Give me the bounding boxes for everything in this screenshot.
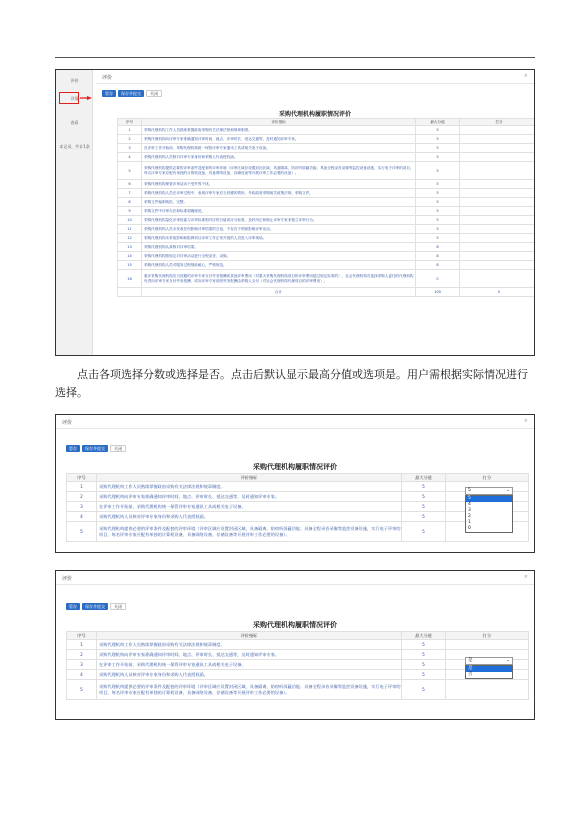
row-max-score: 5 <box>416 153 460 162</box>
row-max-score: 5 <box>402 502 446 512</box>
row-indicator-text: 采购代理机构人员核对评审专家身份和采购人代表授权函。 <box>97 670 402 680</box>
row-max-score: 8 <box>416 261 460 270</box>
screenshot-full-evaluation <box>55 69 535 356</box>
row-indicator-text: 采购代理机构工作人员熟练掌握政府采购有关法律法规和规章制度。 <box>97 640 402 650</box>
row-score-cell[interactable] <box>460 153 536 162</box>
sidebar-item-view[interactable]: 查看 <box>70 120 79 125</box>
table-total-row <box>118 288 536 297</box>
row-number: 4 <box>67 512 97 522</box>
dialog-title: 评价 <box>102 75 113 81</box>
table-row <box>118 243 536 252</box>
sidebar-record-count: 本记录，共计1条 <box>59 144 90 149</box>
row-number: 2 <box>67 650 97 660</box>
row-indicator-text: 采购代理机构人员对服务过程细致耐心，严格规范。 <box>142 261 416 270</box>
row-number: 1 <box>67 640 97 650</box>
close-button[interactable]: 关闭 <box>110 445 126 452</box>
col-header-indicator: 评价指标 <box>97 474 402 482</box>
score-select[interactable] <box>465 487 513 495</box>
save-submit-button[interactable]: 保存并提交 <box>82 603 108 610</box>
table-row <box>67 522 529 542</box>
total-label: 合计 <box>142 288 416 297</box>
row-number: 3 <box>67 502 97 512</box>
row-number: 5 <box>67 522 97 542</box>
col-header-indicator: 评价指标 <box>142 119 416 126</box>
table-row <box>118 144 536 153</box>
close-icon[interactable]: × <box>523 418 528 424</box>
row-indicator-text: 在评审工作开始前，采购代理机构统一保管评审专家通讯工具或相关电子设备。 <box>142 144 416 153</box>
dropdown-option[interactable]: 4 <box>468 502 471 507</box>
dropdown-option[interactable]: 2 <box>468 514 471 519</box>
row-number: 2 <box>67 492 97 502</box>
table-title: 采购代理机构履职情况评价 <box>253 621 337 629</box>
row-indicator-text: 采购代理机构向评审专家准确通知评审时间、地点、评审时长、抵达交通等，及时通知评审专家。 <box>97 492 402 502</box>
page-header-rule <box>55 57 535 58</box>
row-max-score: 5 <box>416 234 460 243</box>
save-submit-button[interactable]: 保存并提交 <box>82 445 108 452</box>
row-number: 1 <box>67 482 97 492</box>
row-number: 7 <box>118 189 142 198</box>
row-max-score: 5 <box>402 660 446 670</box>
table-row <box>118 234 536 243</box>
table-row <box>118 153 536 162</box>
row-number: 15 <box>118 261 142 270</box>
table-row <box>118 126 536 135</box>
row-max-score: 5 <box>416 225 460 234</box>
row-indicator-text: 在评审工作开始前，采购代理机构统一保管评审专家通讯工具或相关电子设备。 <box>97 660 402 670</box>
row-number: 10 <box>118 216 142 225</box>
save-submit-button[interactable]: 保存并提交 <box>118 90 144 97</box>
row-number: 14 <box>118 252 142 261</box>
row-number: 3 <box>118 144 142 153</box>
dialog-title: 评价 <box>62 420 73 426</box>
table-row <box>67 482 529 492</box>
row-score-cell[interactable] <box>460 126 536 135</box>
highlight-box <box>59 92 79 104</box>
total-spacer <box>118 288 142 297</box>
screenshot-score-dropdown <box>55 414 535 553</box>
table-row <box>67 660 529 670</box>
row-score-cell[interactable] <box>446 680 529 700</box>
row-number: 8 <box>118 198 142 207</box>
row-max-score: 5 <box>402 680 446 700</box>
dropdown-option[interactable]: 3 <box>468 508 471 513</box>
row-max-score: 5 <box>416 180 460 189</box>
close-button[interactable]: 关闭 <box>110 603 126 610</box>
row-indicator-text: 采购代理机构人员核对评审专家身份和采购人代表授权函。 <box>97 512 402 522</box>
table-row <box>118 189 536 198</box>
row-score-cell[interactable] <box>460 144 536 153</box>
dropdown-option[interactable]: 0 <box>468 526 471 531</box>
close-icon[interactable]: × <box>523 574 528 580</box>
row-score-cell[interactable] <box>460 252 536 261</box>
row-score-cell[interactable] <box>460 270 536 288</box>
row-score-cell[interactable] <box>460 207 536 216</box>
evaluation-dialog <box>56 415 534 552</box>
row-number: 5 <box>67 680 97 700</box>
row-score-cell[interactable] <box>460 225 536 234</box>
row-score-cell[interactable] <box>460 243 536 252</box>
table-row <box>67 512 529 522</box>
row-number: 9 <box>118 207 142 216</box>
row-indicator-text: 采购代理机构认真核对评审结果。 <box>142 243 416 252</box>
row-number: 12 <box>118 234 142 243</box>
row-number: 4 <box>67 670 97 680</box>
row-score-cell[interactable] <box>460 261 536 270</box>
evaluation-table <box>66 473 529 542</box>
row-number: 11 <box>118 225 142 234</box>
row-score-cell[interactable] <box>460 216 536 225</box>
dropdown-option[interactable]: 是 <box>466 666 512 672</box>
row-indicator-text: 重评采购代理机构应当回避的评审专家支付劳务报酬或其他评审费用（对重大采购代理机构项目的评审费用超过规定标准的），社会代理机构对选择采购人委托的代理机构负责向评审专家支付劳务报酬，或向评审专家说明劳务报酬由采购人支付（对社会代理机构代理项目的评审费用）。 <box>142 270 416 288</box>
chevron-down-icon: ⌄ <box>506 658 510 663</box>
table-title: 采购代理机构履职情况评价 <box>253 463 337 471</box>
sidebar-item-evaluate[interactable]: 评价 <box>70 78 79 83</box>
close-icon[interactable]: × <box>523 73 528 79</box>
dropdown-option[interactable]: 1 <box>468 520 471 525</box>
row-indicator-text: 采购代理机构工作人员熟练掌握政府采购有关法律法规和规章制度。 <box>97 482 402 492</box>
table-row <box>118 270 536 288</box>
row-number: 5 <box>118 162 142 180</box>
col-header-no: 序号 <box>67 632 97 640</box>
table-row <box>118 216 536 225</box>
row-score-cell[interactable] <box>460 180 536 189</box>
evaluation-dialog <box>96 70 534 355</box>
row-max-score: 5 <box>402 512 446 522</box>
row-max-score: 8 <box>416 243 460 252</box>
dropdown-option[interactable]: 否 <box>468 672 473 677</box>
red-arrow-icon <box>80 96 92 100</box>
row-indicator-text: 采购代理机构提供必要的评审条件及配套的评审环境（评审区域应设置封闭区域，具备隔离、防窃听屏蔽功能；具备全程录音录像等监控设备设施，实行电子评审的项目，每名评审专家应配有单独的计算机设备，具备网络设备，存储设备等开展评审工作必要的设备）。 <box>142 162 416 180</box>
save-draft-button[interactable]: 暂存 <box>66 603 80 610</box>
total-score: 0 <box>460 288 536 297</box>
score-select-value: 5 <box>468 488 471 493</box>
row-indicator-text: 采购代理机构人员未发表任何影响评审结果的言论，不存在干预和影响评审活动。 <box>142 225 416 234</box>
row-score-cell[interactable] <box>460 189 536 198</box>
col-header-max: 最大分值 <box>402 474 446 482</box>
row-number: 3 <box>67 660 97 670</box>
col-header-max: 最大分值 <box>402 632 446 640</box>
chevron-down-icon: ⌄ <box>506 488 510 493</box>
sidebar <box>56 70 93 355</box>
evaluation-dialog <box>56 571 534 719</box>
row-max-score: 5 <box>402 670 446 680</box>
row-score-cell[interactable] <box>460 234 536 243</box>
row-max-score: 5 <box>416 144 460 153</box>
row-max-score: 8 <box>416 252 460 261</box>
row-max-score: 5 <box>416 189 460 198</box>
row-max-score: 0 <box>416 270 460 288</box>
table-row <box>67 680 529 700</box>
row-indicator-text: 在评审工作开始前，采购代理机构统一保管评审专家通讯工具或相关电子设备。 <box>97 502 402 512</box>
table-row <box>118 225 536 234</box>
row-indicator-text: 采购代理机构按规定对评审活动进行全程录音、录像。 <box>142 252 416 261</box>
screenshot-yesno-dropdown <box>55 570 535 720</box>
row-indicator-text: 采购代理机构工作人员熟练掌握政府采购有关法律法规和规章制度。 <box>142 126 416 135</box>
col-header-score: 打分 <box>446 632 529 640</box>
row-score-cell[interactable] <box>460 135 536 144</box>
row-number: 16 <box>118 270 142 288</box>
row-indicator-text: 采购代理机构人员核对评审专家身份和采购人代表授权函。 <box>142 153 416 162</box>
table-row <box>67 670 529 680</box>
row-max-score: 5 <box>416 198 460 207</box>
row-indicator-text: 采购代理机构向评审专家准确通知评审时间、地点、评审时长、抵达交通等，及时通知评审专家。 <box>97 650 402 660</box>
table-row <box>118 135 536 144</box>
row-score-cell[interactable] <box>460 198 536 207</box>
save-draft-button[interactable]: 暂存 <box>66 445 80 452</box>
row-max-score: 5 <box>402 650 446 660</box>
row-number: 1 <box>118 126 142 135</box>
row-number: 13 <box>118 243 142 252</box>
row-max-score: 5 <box>416 216 460 225</box>
yesno-dropdown-list[interactable] <box>465 665 513 679</box>
close-button[interactable]: 关闭 <box>146 90 162 97</box>
row-max-score: 5 <box>402 492 446 502</box>
save-draft-button[interactable]: 暂存 <box>102 90 116 97</box>
row-max-score: 5 <box>416 207 460 216</box>
row-max-score: 5 <box>402 482 446 492</box>
row-indicator-text: 采购代理机构向评审专家准确通知评审时间、地点、评审时长、抵达交通等，及时通知评审专家。 <box>142 135 416 144</box>
table-row <box>118 252 536 261</box>
table-row <box>118 261 536 270</box>
table-row <box>118 198 536 207</box>
row-max-score: 5 <box>416 135 460 144</box>
table-row <box>67 502 529 512</box>
score-dropdown-list[interactable] <box>465 495 513 533</box>
table-row <box>67 650 529 660</box>
evaluation-table <box>117 118 535 297</box>
row-max-score: 5 <box>402 640 446 650</box>
evaluation-table <box>66 631 529 700</box>
dialog-title: 评价 <box>62 576 73 582</box>
dropdown-option[interactable]: 5 <box>466 496 512 502</box>
table-row <box>118 207 536 216</box>
row-indicator-text: 采购代理机构量化评审因素与评审标准相对应的分值或评分标准，及时纠正和制止评审专家非独立评审行为。 <box>142 216 416 225</box>
col-header-no: 序号 <box>118 119 142 126</box>
row-max-score: 5 <box>402 522 446 542</box>
sidebar-item-details[interactable]: 详情 <box>70 96 79 101</box>
row-indicator-text: 采购代理机构提供必要的评审条件及配套的评审环境（评审区域应设置封闭区域，具备隔离、防窃听屏蔽功能；具备全程录音录像等监控设备设施，实行电子评审的项目，每名评审专家应配有单独的计算机设备，具备网络设备，存储设备等开展评审工作必要的设备）。 <box>97 522 402 542</box>
row-score-cell[interactable] <box>446 640 529 650</box>
table-row <box>118 180 536 189</box>
row-max-score: 5 <box>416 162 460 180</box>
col-header-score: 打分 <box>460 119 536 126</box>
table-title: 采购代理机构履职情况评价 <box>278 111 351 118</box>
row-number: 2 <box>118 135 142 144</box>
row-indicator-text: 采购文件中评审办法和标准明确规范。 <box>142 207 416 216</box>
table-row <box>118 162 536 180</box>
row-number: 4 <box>118 153 142 162</box>
row-indicator-text: 采购文件编制规范、完整。 <box>142 198 416 207</box>
table-row <box>67 492 529 502</box>
col-header-indicator: 评价指标 <box>97 632 402 640</box>
table-row <box>67 640 529 650</box>
row-number: 6 <box>118 180 142 189</box>
row-indicator-text: 采购代理机构未采取影响和阻碍项目评审工作正常开展的人员进入评审现场。 <box>142 234 416 243</box>
row-score-cell[interactable] <box>460 162 536 180</box>
instruction-paragraph: 点击各项选择分数或选择是否。点击后默认显示最高分值或选项是。用户需根据实际情况进行选择。 <box>55 368 528 399</box>
row-indicator-text: 采购代理机构提供必要的评审条件及配套的评审环境（评审区域应设置封闭区域，具备隔离、防窃听屏蔽功能；具备全程录音录像等监控设备设施，实行电子评审的项目，每名评审专家应配有单独的计算机设备，具备网络设备，存储设备等开展评审工作必要的设备）。 <box>97 680 402 700</box>
col-header-no: 序号 <box>67 474 97 482</box>
row-indicator-text: 采购代理机构保管评审活动不受外界干扰。 <box>142 180 416 189</box>
col-header-score: 打分 <box>446 474 529 482</box>
row-indicator-text: 采购代理机构人员在评审过程中，表现评审专家应当回避的情形，介绍政府采购相关政策法规、采购文件。 <box>142 189 416 198</box>
col-header-max: 最大分值 <box>416 119 460 126</box>
yesno-select[interactable] <box>465 657 513 665</box>
yesno-select-value: 是 <box>468 658 473 663</box>
total-max: 100 <box>416 288 460 297</box>
row-max-score: 5 <box>416 126 460 135</box>
